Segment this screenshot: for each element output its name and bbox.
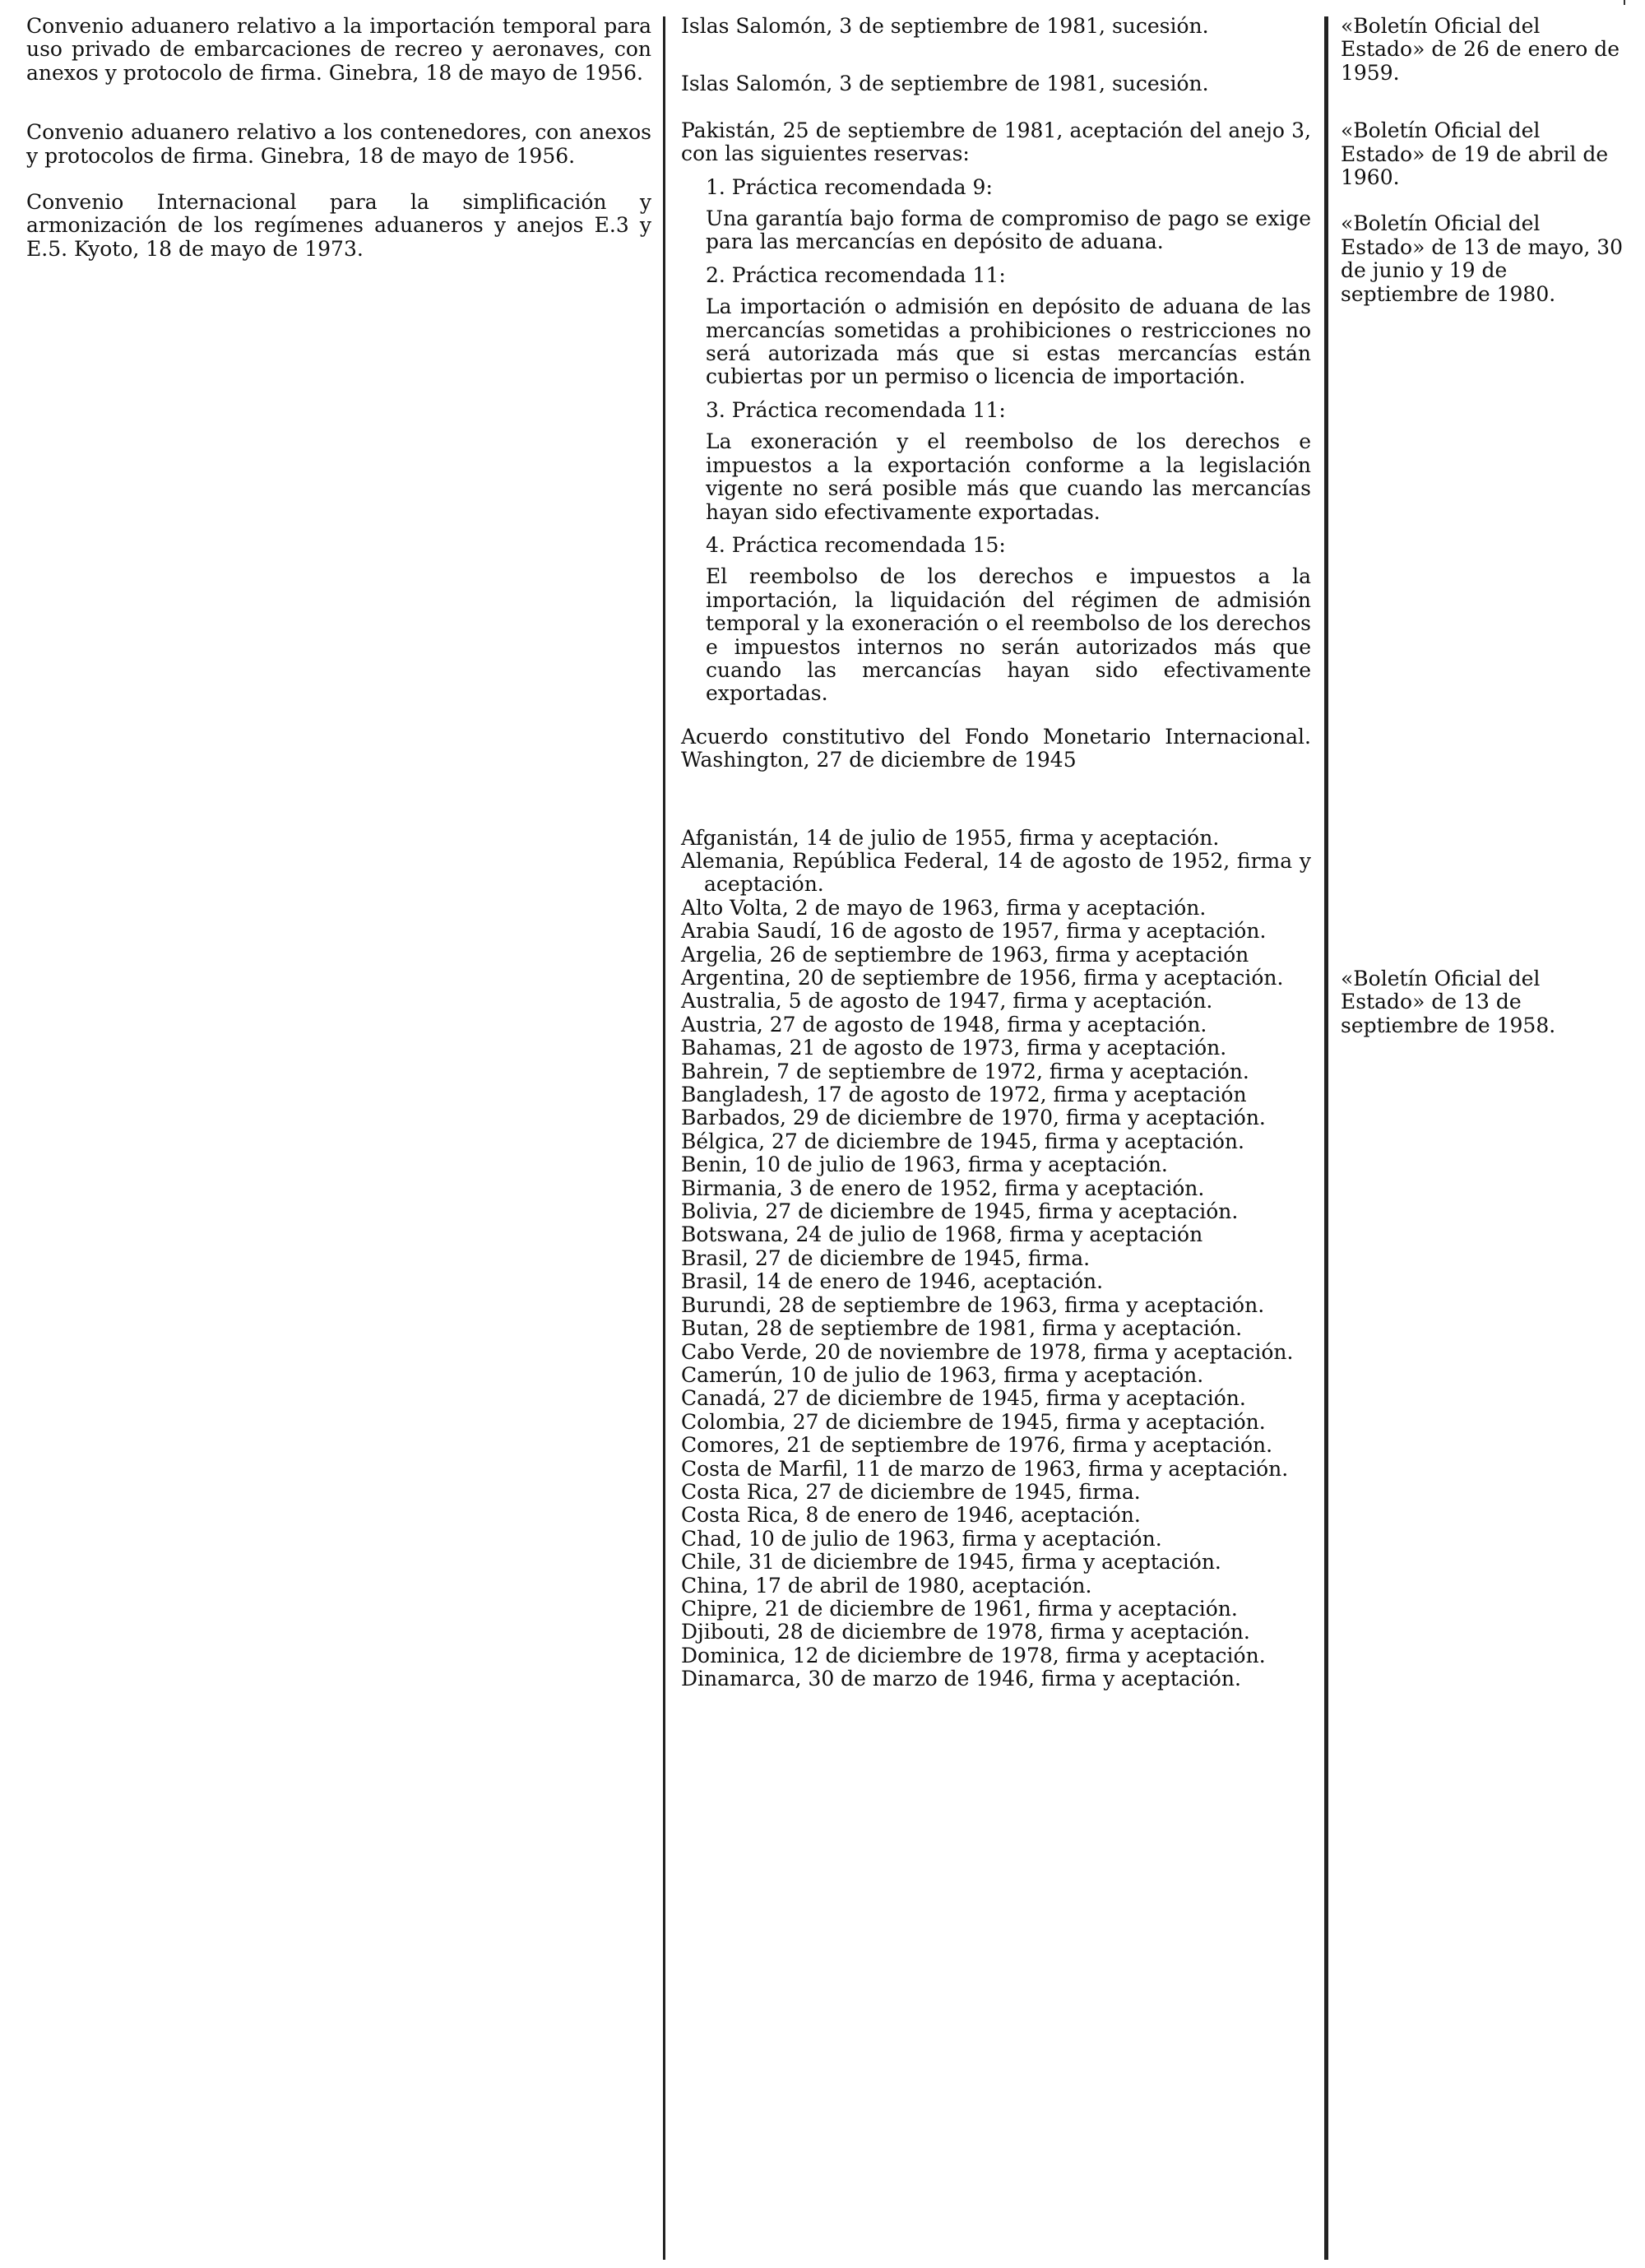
list-item: Cabo Verde, 20 de noviembre de 1978, firma y aceptación. [681, 1339, 1294, 1364]
list-item: Alemania, República Federal, 14 de agosto de 1952, firma y aceptación. [681, 848, 1311, 897]
list-item: Bahamas, 21 de agosto de 1973, firma y aceptación. [681, 1036, 1227, 1060]
list-item: Brasil, 27 de diciembre de 1945, firma. [681, 1245, 1091, 1270]
reservation-text: Una garantía bajo forma de compromiso de pago se exige para las mercancías en depósito de aduana. [706, 206, 1311, 254]
treaty-column [26, 15, 651, 261]
list-item: Chad, 10 de julio de 1963, firma y aceptación. [681, 1526, 1162, 1551]
list-item: Chipre, 21 de diciembre de 1961, firma y aceptación. [681, 1596, 1238, 1621]
list-item: Australia, 5 de agosto de 1947, firma y aceptación. [681, 989, 1213, 1013]
list-item: Bangladesh, 17 de agosto de 1972, firma y aceptación [681, 1083, 1247, 1107]
boe-reference: «Boletín Oficial del Estado» de 13 de septiembre de 1958. [1341, 967, 1556, 1037]
list-item: Afganistán, 14 de julio de 1955, firma y aceptación. [681, 825, 1220, 850]
list-item: Bélgica, 27 de diciembre de 1945, firma y aceptación. [681, 1129, 1244, 1153]
boe-reference: «Boletín Oficial del Estado» de 19 de abril de 1960. [1341, 118, 1609, 190]
list-item: Colombia, 27 de diciembre de 1945, firma y aceptación. [681, 1409, 1266, 1434]
reservation-heading: 3. Práctica recomendada 11: [706, 397, 1006, 422]
column-rule-right [1324, 16, 1328, 2260]
reservation-text: El reembolso de los derechos e impuestos a la importación, la liquidación del régimen de admisión temporal y la exoneración o el reembolso de los derechos e impuestos internos no serán autorizados más que cuando las mercancías hayan sido efectivamente exportadas. [706, 564, 1311, 706]
list-item: Argentina, 20 de septiembre de 1956, firma y aceptación. [681, 966, 1284, 990]
list-item: Brasil, 14 de enero de 1946, aceptación. [681, 1269, 1104, 1294]
corner-mark [1624, 0, 1625, 5]
boe-reference: «Boletín Oficial del Estado» de 26 de enero de 1959. [1341, 14, 1620, 85]
list-item: Bolivia, 27 de diciembre de 1945, firma y aceptación. [681, 1199, 1239, 1224]
reservation-text: La importación o admisión en depósito de aduana de las mercancías sometidas a prohibiciones o restricciones no será autorizada más que si estas mercancías están cubiertas por un permiso o licencia de importación. [706, 295, 1311, 389]
list-item: Bahrein, 7 de septiembre de 1972, firma y aceptación. [681, 1059, 1249, 1083]
country-list [681, 827, 1311, 1691]
list-item: Botswana, 24 de julio de 1968, firma y aceptación [681, 1222, 1203, 1247]
list-item: Comores, 21 de septiembre de 1976, firma y aceptación. [681, 1433, 1273, 1458]
list-item: Costa Rica, 8 de enero de 1946, aceptación. [681, 1503, 1141, 1528]
reservation-heading: 4. Práctica recomendada 15: [706, 532, 1006, 557]
publication-column [1341, 15, 1624, 1037]
state-entry: Islas Salomón, 3 de septiembre de 1981, sucesión. [681, 72, 1209, 96]
treaty-title: Convenio aduanero relativo a los contenedores, con anexos y protocolos de firma. Ginebra, 18 de mayo de 1956. [26, 120, 651, 168]
state-entry: Pakistán, 25 de septiembre de 1981, aceptación del anejo 3, con las siguientes reservas: [681, 118, 1311, 166]
treaty-title: Convenio Internacional para la simplificación y armonización de los regímenes aduaneros y anejos E.3 y E.5. Kyoto, 18 de mayo de 1973. [26, 190, 651, 261]
reservations-list [681, 176, 1311, 706]
boe-reference: «Boletín Oficial del Estado» de 13 de mayo, 30 de junio y 19 de septiembre de 1980. [1341, 211, 1624, 306]
reservation-heading: 1. Práctica recomendada 9: [706, 174, 993, 199]
list-item: Arabia Saudí, 16 de agosto de 1957, firma y aceptación. [681, 919, 1267, 944]
list-item: Chile, 31 de diciembre de 1945, firma y aceptación. [681, 1550, 1221, 1575]
state-entry: Islas Salomón, 3 de septiembre de 1981, sucesión. [681, 14, 1209, 38]
agreement-title: Acuerdo constitutivo del Fondo Monetario Internacional. Washington, 27 de diciembre de 1945 [681, 724, 1311, 772]
list-item: Dinamarca, 30 de marzo de 1946, firma y aceptación. [681, 1667, 1241, 1691]
list-item: Djibouti, 28 de diciembre de 1978, firma y aceptación. [681, 1620, 1250, 1644]
list-item: Birmania, 3 de enero de 1952, firma y aceptación. [681, 1176, 1205, 1200]
list-item: Butan, 28 de septiembre de 1981, firma y aceptación. [681, 1316, 1243, 1341]
states-column [681, 15, 1311, 1691]
list-item: China, 17 de abril de 1980, aceptación. [681, 1573, 1092, 1598]
list-item: Canadá, 27 de diciembre de 1945, firma y aceptación. [681, 1386, 1246, 1411]
reservation-heading: 2. Práctica recomendada 11: [706, 262, 1006, 287]
list-item: Argelia, 26 de septiembre de 1963, firma y aceptación [681, 942, 1249, 967]
list-item: Costa Rica, 27 de diciembre de 1945, firma. [681, 1479, 1141, 1504]
list-item: Burundi, 28 de septiembre de 1963, firma y aceptación. [681, 1292, 1265, 1317]
list-item: Camerún, 10 de julio de 1963, firma y aceptación. [681, 1362, 1204, 1387]
list-item: Alto Volta, 2 de mayo de 1963, firma y aceptación. [681, 895, 1207, 920]
list-item: Benin, 10 de julio de 1963, firma y aceptación. [681, 1153, 1168, 1177]
list-item: Dominica, 12 de diciembre de 1978, firma y aceptación. [681, 1643, 1266, 1667]
reservation-text: La exoneración y el reembolso de los derechos e impuestos a la exportación conforme a la legislación vigente no será posible más que cuando las mercancías hayan sido efectivamente exportadas. [706, 429, 1311, 524]
column-rule-left [663, 16, 665, 2260]
list-item: Barbados, 29 de diciembre de 1970, firma y aceptación. [681, 1106, 1266, 1130]
list-item: Austria, 27 de agosto de 1948, firma y aceptación. [681, 1012, 1207, 1037]
treaty-title: Convenio aduanero relativo a la importación temporal para uso privado de embarcaciones de recreo y aeronaves, con anexos y protocolo de firma. Ginebra, 18 de mayo de 1956. [26, 14, 651, 85]
list-item: Costa de Marfil, 11 de marzo de 1963, firma y aceptación. [681, 1456, 1289, 1481]
